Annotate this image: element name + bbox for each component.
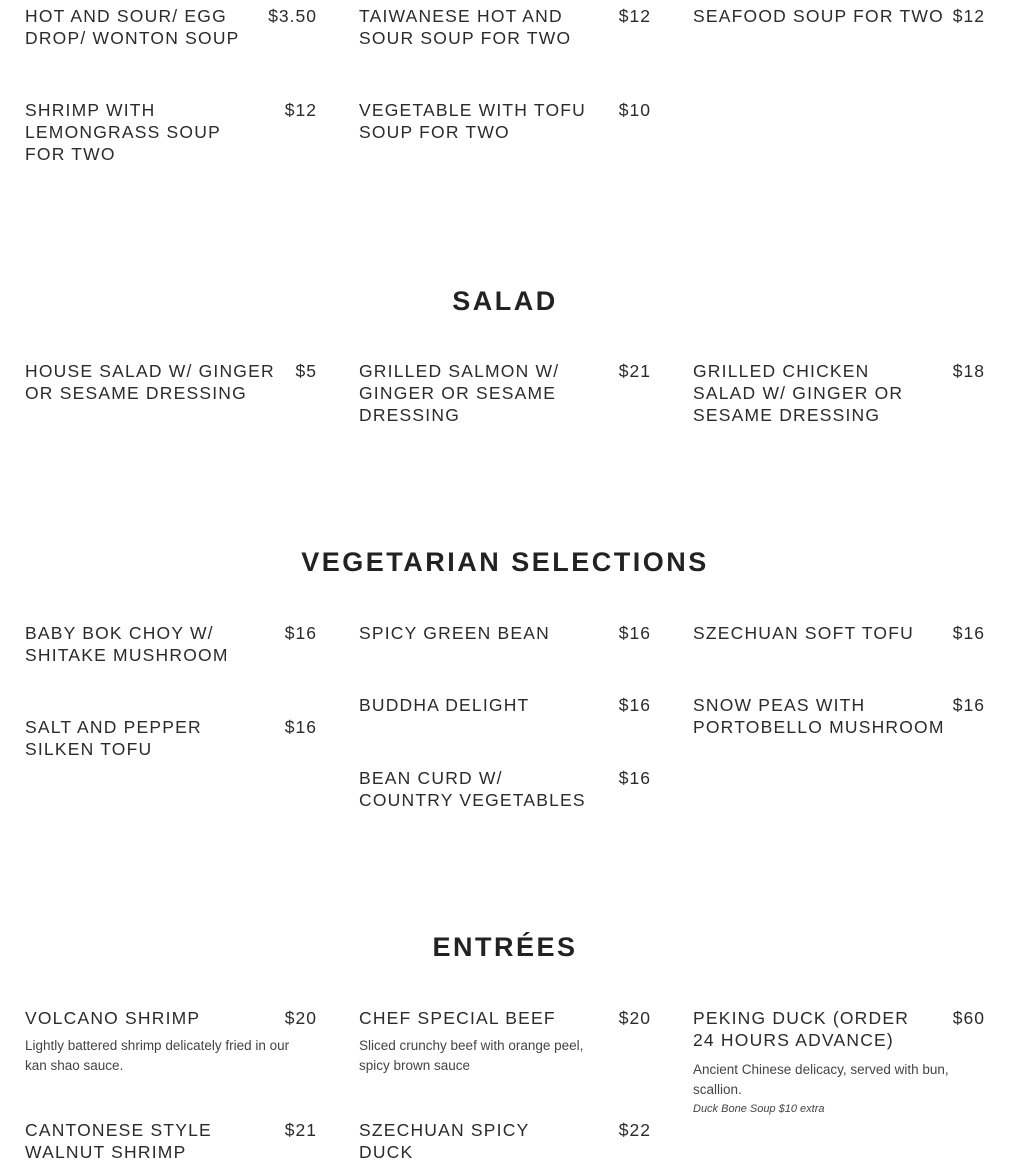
menu-item-name: SZECHUAN SPICY DUCK xyxy=(359,1120,530,1162)
menu-item-price: $16 xyxy=(952,623,985,643)
menu-item-name: SEAFOOD SOUP FOR TWO xyxy=(693,6,944,26)
menu-item-price: $12 xyxy=(618,6,651,26)
menu-item-name: SPICY GREEN BEAN xyxy=(359,623,551,643)
menu-item-name: VOLCANO SHRIMP xyxy=(25,1008,201,1028)
menu-item-price: $18 xyxy=(952,361,985,381)
menu-item-price: $16 xyxy=(618,695,651,715)
menu-item-price: $16 xyxy=(618,623,651,643)
menu-item-seafood-soup xyxy=(693,5,985,27)
menu-item-price: $16 xyxy=(284,623,317,643)
menu-item-price: $16 xyxy=(618,768,651,788)
menu-item-price: $10 xyxy=(618,100,651,120)
menu-item-grilled-chicken-salad xyxy=(693,360,985,426)
menu-item-chef-special-beef xyxy=(359,1007,651,1076)
menu-item-buddha-delight xyxy=(359,694,651,716)
menu-item-name: SALT AND PEPPER SILKEN TOFU xyxy=(25,717,202,759)
section-title-salad: SALAD xyxy=(452,286,558,316)
menu-item-walnut-shrimp xyxy=(25,1119,317,1163)
menu-item-name: HOUSE SALAD W/ GINGER OR SESAME DRESSING xyxy=(25,361,275,403)
menu-item-price: $21 xyxy=(284,1120,317,1140)
menu-item-vegetable-tofu-soup xyxy=(359,99,651,143)
menu-item-name: BUDDHA DELIGHT xyxy=(359,695,530,715)
section-title-vegetarian: VEGETARIAN SELECTIONS xyxy=(301,547,709,577)
menu-item-price: $20 xyxy=(618,1008,651,1028)
menu-item-volcano-shrimp xyxy=(25,1007,317,1076)
menu-item-name: BABY BOK CHOY W/ SHITAKE MUSHROOM xyxy=(25,623,229,665)
menu-item-name: SHRIMP WITH LEMONGRASS SOUP FOR TWO xyxy=(25,100,221,164)
menu-item-price: $12 xyxy=(284,100,317,120)
menu-item-name: SZECHUAN SOFT TOFU xyxy=(693,623,914,643)
menu-item-name: BEAN CURD W/ COUNTRY VEGETABLES xyxy=(359,768,586,810)
menu-item-bean-curd xyxy=(359,767,651,811)
menu-item-peking-duck xyxy=(693,1007,985,1116)
menu-item-name: CANTONESE STYLE WALNUT SHRIMP xyxy=(25,1120,212,1162)
menu-item-name: PEKING DUCK (ORDER 24 HOURS ADVANCE) xyxy=(693,1008,910,1050)
menu-item-description: Lightly battered shrimp delicately fried in our kan shao sauce. xyxy=(25,1038,290,1073)
menu-item-price: $21 xyxy=(618,361,651,381)
menu-item-name: TAIWANESE HOT AND SOUR SOUP FOR TWO xyxy=(359,6,572,48)
menu-item-baby-bok-choy xyxy=(25,622,317,666)
menu-item-description: Ancient Chinese delicacy, served with bun, scallion. xyxy=(693,1062,949,1097)
menu-item-grilled-salmon xyxy=(359,360,651,426)
menu-item-price: $12 xyxy=(952,6,985,26)
menu-item-price: $22 xyxy=(618,1120,651,1140)
menu-item-price: $16 xyxy=(952,695,985,715)
menu-item-price: $20 xyxy=(284,1008,317,1028)
menu-item-price: $3.50 xyxy=(268,6,317,26)
menu-item-shrimp-lemongrass-soup xyxy=(25,99,317,165)
menu-item-hot-and-sour-soup xyxy=(25,5,317,49)
section-title-entrees: ENTRÉES xyxy=(432,932,578,962)
menu-item-name: GRILLED SALMON W/ GINGER OR SESAME DRESSING xyxy=(359,361,560,425)
menu-item-description: Sliced crunchy beef with orange peel, spicy brown sauce xyxy=(359,1038,584,1073)
menu-item-name: HOT AND SOUR/ EGG DROP/ WONTON SOUP xyxy=(25,6,240,48)
menu-item-note: Duck Bone Soup $10 extra xyxy=(693,1103,825,1115)
menu-item-salt-pepper-tofu xyxy=(25,716,317,760)
menu-item-price: $5 xyxy=(295,361,317,381)
menu-item-szechuan-soft-tofu xyxy=(693,622,985,644)
menu-item-snow-peas xyxy=(693,694,985,738)
menu-item-name: SNOW PEAS WITH PORTOBELLO MUSHROOM xyxy=(693,695,945,737)
menu-item-name: VEGETABLE WITH TOFU SOUP FOR TWO xyxy=(359,100,586,142)
menu-item-szechuan-spicy-duck xyxy=(359,1119,651,1163)
menu-item-name: CHEF SPECIAL BEEF xyxy=(359,1008,556,1028)
menu-item-name: GRILLED CHICKEN SALAD W/ GINGER OR SESAME DRESSING xyxy=(693,361,904,425)
menu-item-taiwanese-soup xyxy=(359,5,651,49)
menu-item-price: $60 xyxy=(952,1008,985,1028)
menu-item-spicy-green-bean xyxy=(359,622,651,644)
menu-item-house-salad xyxy=(25,360,317,404)
menu-item-price: $16 xyxy=(284,717,317,737)
